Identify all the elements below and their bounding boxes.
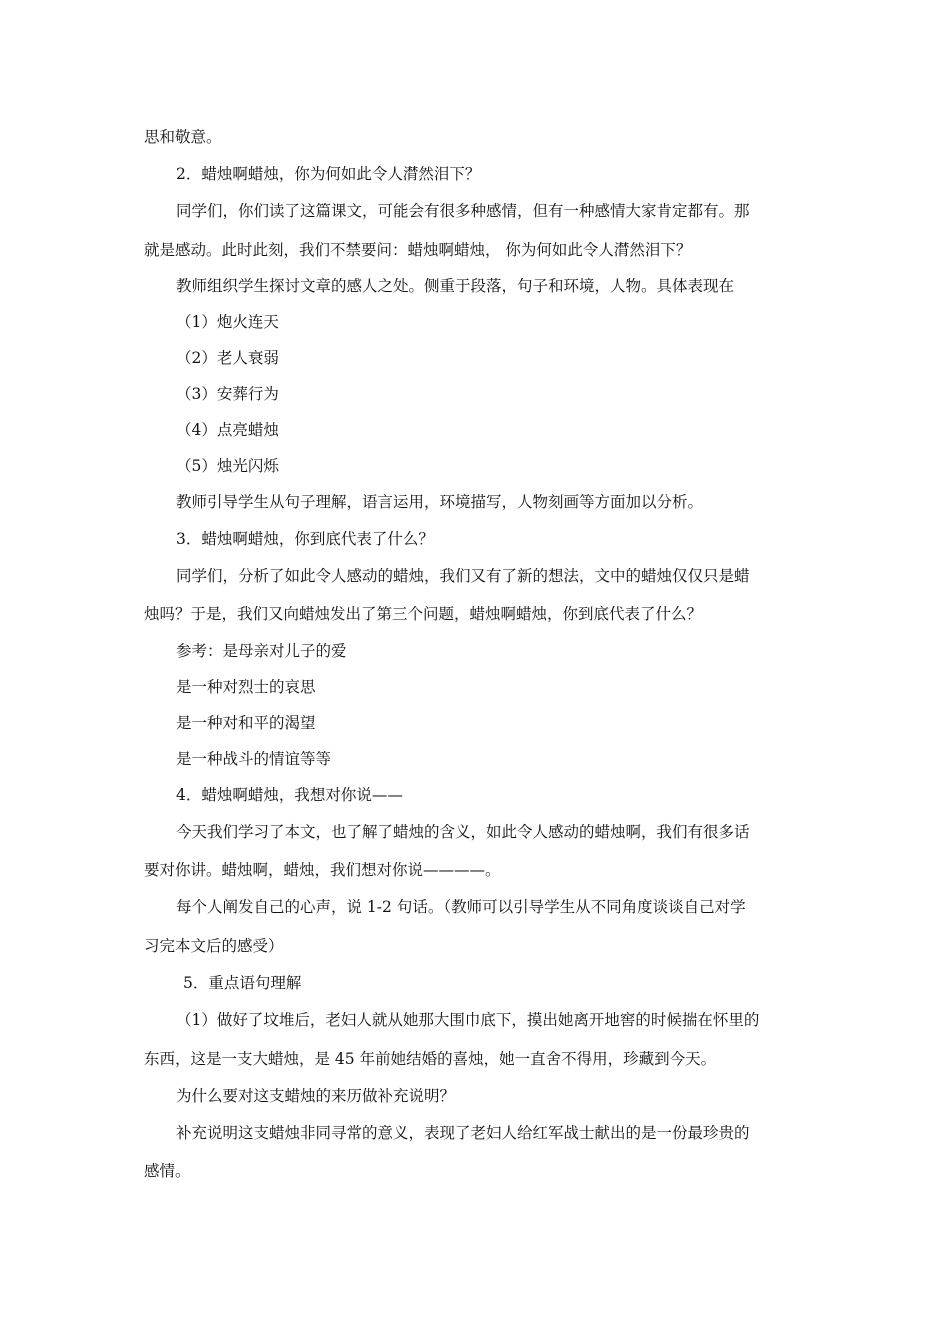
text-line: 烛吗？于是，我们又向蜡烛发出了第三个问题，蜡烛啊蜡烛，你到底代表了什么？ xyxy=(144,605,703,623)
list-item: （2）老人衰弱 xyxy=(176,349,279,367)
text-line: 为什么要对这支蜡烛的来历做补充说明？ xyxy=(176,1087,456,1105)
section-heading: 3．蜡烛啊蜡烛，你到底代表了什么？ xyxy=(176,530,434,548)
text-line: 就是感动。此时此刻，我们不禁要问：蜡烛啊蜡烛， 你为何如此令人潸然泪下？ xyxy=(144,241,692,259)
list-item: （3）安葬行为 xyxy=(176,385,279,403)
section-heading: 2．蜡烛啊蜡烛，你为何如此令人潸然泪下？ xyxy=(176,165,481,183)
text-line: 是一种对和平的渴望 xyxy=(176,714,316,732)
text-line: 同学们，你们读了这篇课文，可能会有很多种感情，但有一种感情大家肯定都有。那 xyxy=(176,202,750,220)
text-line: 是一种战斗的情谊等等 xyxy=(176,750,332,768)
text-line: 感情。 xyxy=(144,1162,191,1180)
text-line: 教师组织学生探讨文章的感人之处。侧重于段落，句子和环境，人物。具体表现在 xyxy=(176,277,735,295)
text-line: 今天我们学习了本文，也了解了蜡烛的含义，如此令人感动的蜡烛啊，我们有很多话 xyxy=(176,823,750,841)
text-line: （1）做好了坟堆后，老妇人就从她那大围巾底下，摸出她离开地窖的时候揣在怀里的 xyxy=(176,1011,760,1029)
text-line: 是一种对烈士的哀思 xyxy=(176,678,316,696)
text-line: 每个人阐发自己的心声，说 1-2 句话。（教师可以引导学生从不同角度谈谈自己对学 xyxy=(176,898,746,916)
text-line: 要对你讲。蜡烛啊，蜡烛，我们想对你说————。 xyxy=(144,861,501,879)
text-line: 补充说明这支蜡烛非同寻常的意义，表现了老妇人给红军战士献出的是一份最珍贵的 xyxy=(176,1124,750,1142)
list-item: （1）炮火连天 xyxy=(176,313,279,331)
text-line: 思和敬意。 xyxy=(144,128,222,146)
text-line: 东西，这是一支大蜡烛，是 45 年前她结婚的喜烛，她一直舍不得用，珍藏到今天。 xyxy=(144,1050,717,1068)
text-line: 教师引导学生从句子理解，语言运用，环境描写，人物刻画等方面加以分析。 xyxy=(176,493,704,511)
text-line: 习完本文后的感受） xyxy=(144,937,284,955)
section-heading: 5．重点语句理解 xyxy=(183,974,302,992)
text-line: 同学们，分析了如此令人感动的蜡烛，我们又有了新的想法，文中的蜡烛仅仅只是蜡 xyxy=(176,567,750,585)
text-line: 参考：是母亲对儿子的爱 xyxy=(176,642,347,660)
list-item: （4）点亮蜡烛 xyxy=(176,421,279,439)
section-heading: 4．蜡烛啊蜡烛，我想对你说—— xyxy=(176,786,403,804)
list-item: （5）烛光闪烁 xyxy=(176,457,279,475)
